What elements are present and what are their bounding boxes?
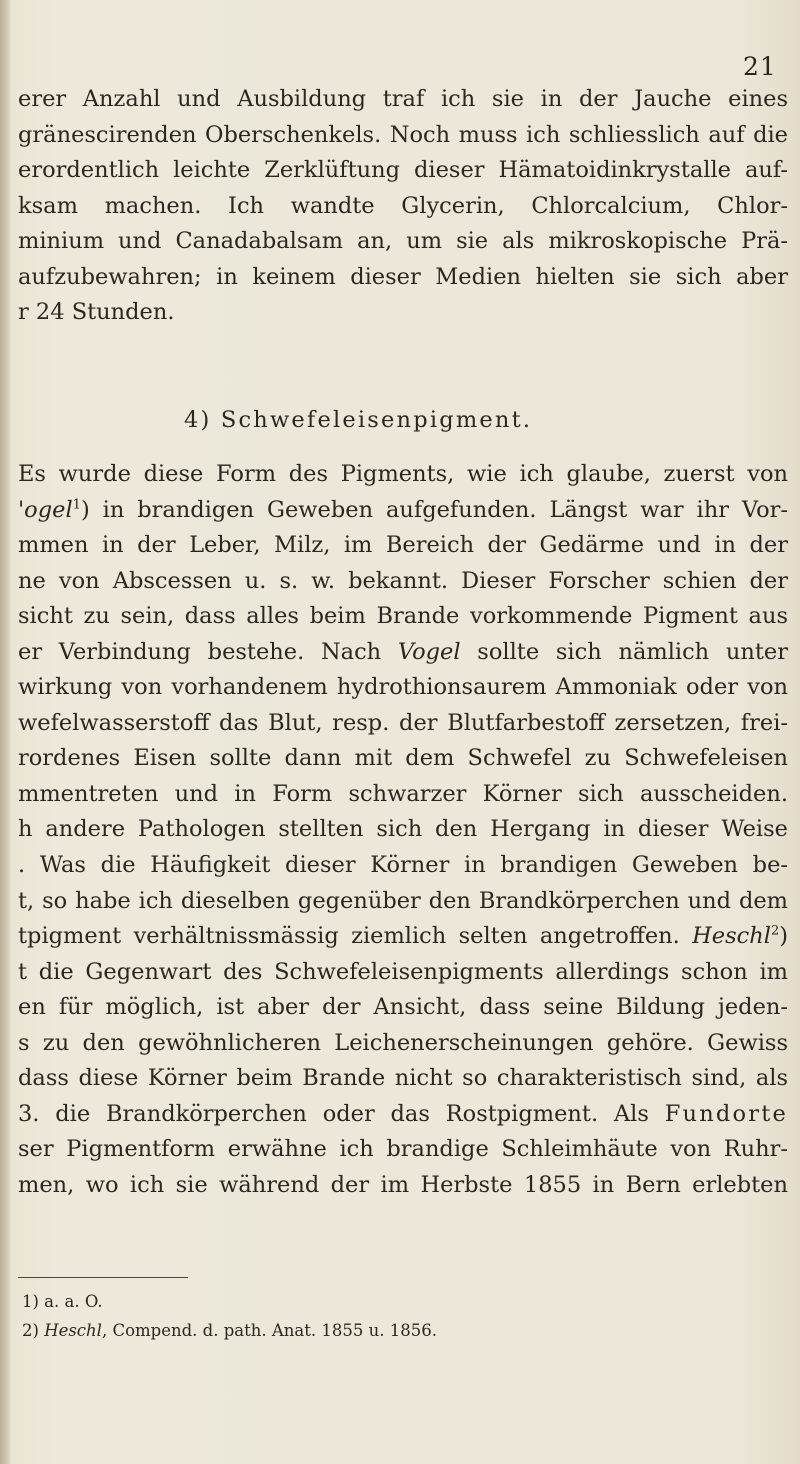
author-name: Heschl	[692, 923, 771, 950]
paragraph-schwefeleisen	[18, 457, 788, 1203]
text-line: erer Anzahl und Ausbildung traf ich sie in der Jauche eines	[18, 86, 788, 112]
footnote-ref: 2	[770, 923, 780, 939]
page-number: 21	[743, 52, 777, 81]
text-line: sicht zu sein, dass alles beim Brande vorkommende Pigment aus	[18, 603, 788, 630]
text-line: men, wo ich sie während der im Herbste 1855 in Bern erlebten	[18, 1171, 788, 1198]
text-line: er Verbindung bestehe. Nach Vogel sollte sich nämlich unter	[18, 638, 789, 665]
footnote-divider	[18, 1277, 188, 1278]
text-line: r 24 Stunden.	[18, 299, 175, 326]
text-line: ne von Abscessen u. s. w. bekannt. Dieser Forscher schien der	[18, 567, 788, 594]
text-line: tpigment verhältnissmässig ziemlich selten angetroffen. Heschl$^2$)	[18, 923, 788, 950]
text-line: aufzubewahren; in keinem dieser Medien hielten sie sich aber	[18, 263, 788, 290]
text-line: mmentreten und in Form schwarzer Körner sich ausscheiden.	[18, 780, 788, 807]
text-line: gränescirenden Oberschenkels. Noch muss ich schliesslich auf die	[18, 121, 788, 148]
text-line: ksam machen. Ich wandte Glycerin, Chlorcalcium, Chlor-	[18, 192, 788, 219]
text-line: mmen in der Leber, Milz, im Bereich der Gedärme und in der	[18, 532, 788, 559]
footnote-ref: 1	[72, 497, 81, 513]
text-line: t, so habe ich dieselben gegenüber den Brandkörperchen und dem	[18, 887, 788, 914]
text-line: wefelwasserstoff das Blut, resp. der Blutfarbestoff zersetzen, frei-	[18, 709, 788, 736]
text-line: . Was die Häufigkeit dieser Körner in brandigen Geweben be-	[18, 852, 788, 879]
text-line: erordentlich leichte Zerklüftung dieser Hämatoidinkrystalle auf-	[18, 157, 788, 184]
text-line: s zu den gewöhnlicheren Leichenerscheinungen gehöre. Gewiss	[18, 1029, 788, 1056]
text-line: dass diese Körner beim Brande nicht so charakteristisch sind, als	[18, 1065, 788, 1092]
text-line: wirkung von vorhandenem hydrothionsaurem Ammoniak oder von	[18, 674, 788, 701]
text-line: t die Gegenwart des Schwefeleisenpigments allerdings schon im	[18, 958, 788, 985]
author-name: 'ogel	[18, 496, 73, 523]
author-name: Heschl	[44, 1321, 102, 1340]
text-line: Es wurde diese Form des Pigments, wie ich glaube, zuerst von	[18, 461, 788, 487]
text-line: en für möglich, ist aber der Ansicht, dass seine Bildung jeden-	[18, 994, 788, 1021]
paragraph-hamatoidin	[18, 82, 788, 331]
book-gutter	[0, 0, 10, 1464]
text-line: rordenes Eisen sollte dann mit dem Schwefel zu Schwefeleisen	[18, 745, 788, 772]
spaced-term: Fundorte	[664, 1100, 788, 1127]
section-heading: 4) Schwefeleisenpigment.	[184, 407, 533, 433]
text-line: minium und Canadabalsam an, um sie als mikroskopische Prä-	[18, 228, 788, 255]
footnote-1: 1) a. a. O.	[22, 1292, 103, 1311]
text-line: ser Pigmentform erwähne ich brandige Schleimhäute von Ruhr-	[18, 1136, 788, 1163]
author-name: Vogel	[397, 638, 461, 665]
footnotes	[22, 1287, 437, 1345]
text-line: h andere Pathologen stellten sich den Hergang in dieser Weise	[18, 816, 788, 843]
text-line: 3. die Brandkörperchen oder das Rostpigment. Als Fundorte	[18, 1100, 788, 1127]
text-line: 'ogel$^1$) in brandigen Geweben aufgefunden. Längst war ihr Vor-	[18, 496, 788, 523]
footnote-2: 2) Heschl, Compend. d. path. Anat. 1855 u. 1856.	[22, 1321, 437, 1340]
